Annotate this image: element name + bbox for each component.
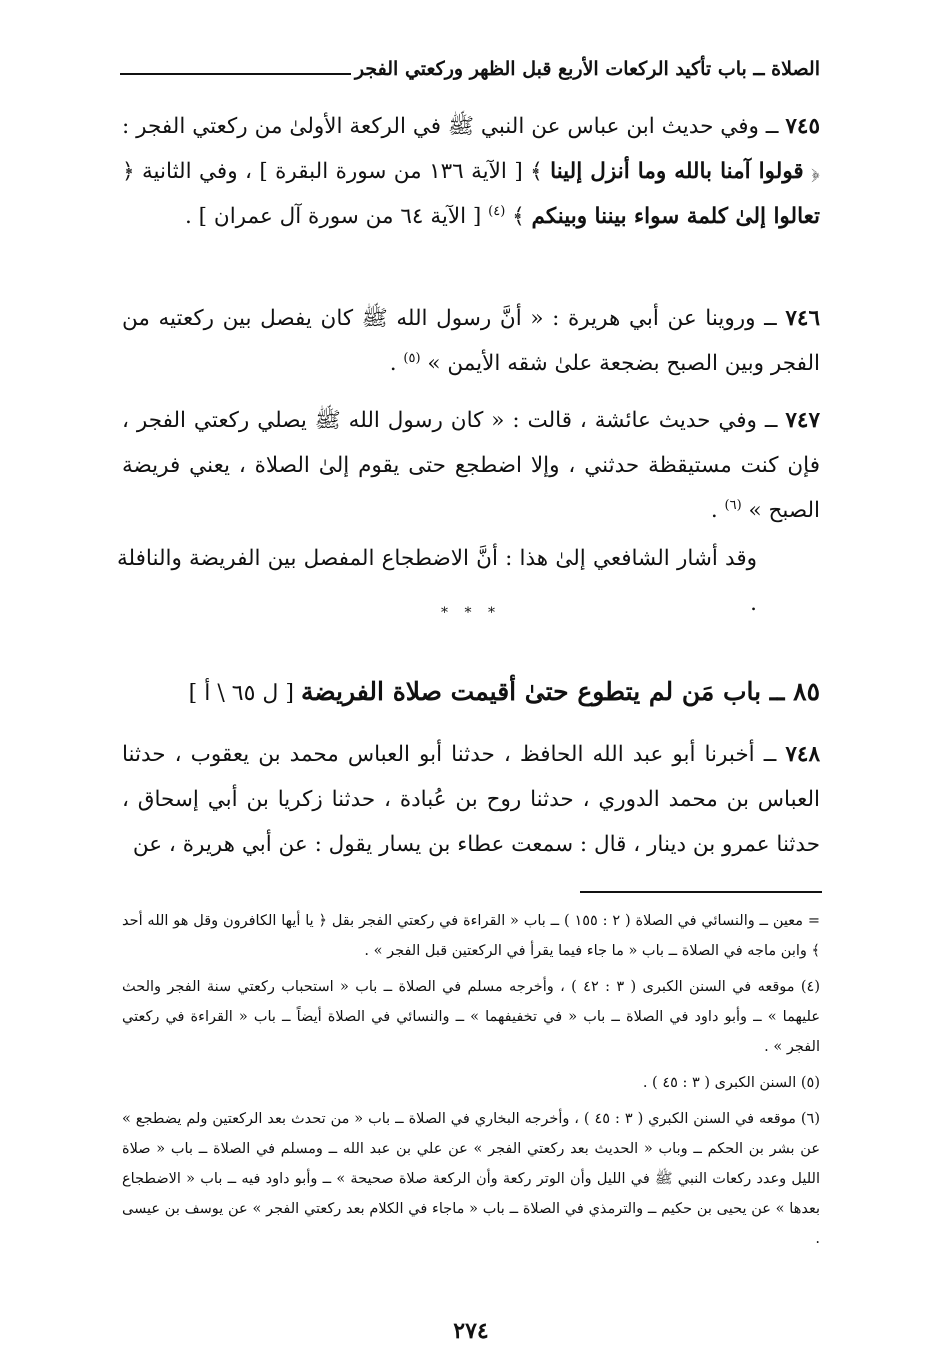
- hadith-747: [122, 398, 820, 533]
- footnote-ref: (٥): [403, 350, 421, 366]
- hadith-number: ٧٤٦: [785, 306, 820, 331]
- manuscript-ref: [ ل ٦٥ \ أ ]: [188, 681, 301, 706]
- hadith-text: ﴾: [505, 204, 532, 229]
- chapter-title: ٨٥ ــ باب مَن لم يتطوع حتىٰ أقيمت صلاة الفريضة: [300, 677, 820, 706]
- hadith-748: [122, 732, 820, 867]
- running-head-rule: [120, 73, 351, 75]
- footnote: (٦) موقعه في السنن الكبري ( ٣ : ٤٥ ) ، وأخرجه البخاري في الصلاة ــ باب « من تحدث بعد الركعتين ولم يضطجع » عن بشر بن الحكم ــ وباب « الحديث بعد ركعتي الفجر » عن علي بن عبد الله ــ ومسلم في الصلاة ــ باب « صلاة الليل وعدد ركعات النبي ﷺ في الليل وأن الوتر ركعة وأن الركعة صلاة صحيحة » ــ وأبو داود فيه ــ باب « الاضطجاع بعدها » عن يحيى بن حكيم ــ والترمذي في الصلاة ــ باب « ماجاء في الكلام بعد ركعتي الفجر » عن يوسف بن عيسى .: [122, 1111, 821, 1247]
- hadith-text: ــ أخبرنا أبو عبد الله الحافظ ، حدثنا أبو العباس محمد بن يعقوب ، حدثنا العباس بن محمد الدوري ، حدثنا روح بن عُبادة ، حدثنا زكريا بن أبي إسحاق ، حدثنا عمرو بن دينار ، قال : سمعت عطاء بن يسار يقول : عن أبي هريرة ، عن: [122, 742, 820, 857]
- hadith-number: ٧٤٨: [785, 742, 820, 767]
- hadith-number: ٧٤٥: [785, 114, 820, 139]
- footnote: (٤) موقعه في السنن الكبرى ( ٣ : ٤٢ ) ، وأخرجه مسلم في الصلاة ــ باب « استحباب ركعتي سنة الفجر والحث عليهما » ــ وأبو داود في الصلاة ــ باب « في تخفيفهما » ــ والنسائي في الصلاة أيضاً ــ باب « القراءة في ركعتي الفجر » .: [122, 979, 821, 1055]
- chapter-heading: [122, 672, 820, 714]
- quran-quote: قولوا آمنا بالله وما أنزل إلينا: [550, 159, 804, 184]
- hadith-text: ــ وروينا عن أبي هريرة : « أنَّ رسول الله ﷺ كان يفصل بين ركعتيه من الفجر وبين الصبح بضجعة علىٰ شقه الأيمن »: [122, 306, 820, 376]
- hadith-text: .: [389, 351, 404, 376]
- footnote: (٥) السنن الكبرى ( ٣ : ٤٥ ) .: [642, 1075, 820, 1091]
- hadith-text: ﴾ [ الآية ١٣٦ من سورة البقرة ] ، وفي الثانية ﴿: [122, 159, 551, 184]
- shafii-note: وقد أشار الشافعي إلىٰ هذا : أنَّ الاضطجاع المفصل بين الفريضة والنافلة .: [117, 546, 757, 616]
- hadith-text: [ الآية ٦٤ من سورة آل عمران ] .: [185, 204, 489, 229]
- hadith-745: [122, 104, 820, 239]
- hadith-number: ٧٤٧: [785, 408, 820, 433]
- footnotes: [122, 906, 820, 1260]
- footnote: = معين ــ والنسائي في الصلاة ( ٢ : ١٥٥ ) ــ باب « القراءة في ركعتي الفجر بقل ﴿ يا أيها الكافرون وقل هو الله أحد ﴾ وابن ماجه في الصلاة ــ باب « ما جاء فيما يقرأ في الركعتين قبل الفجر » .: [122, 913, 821, 959]
- footnote-ref: (٤): [488, 203, 506, 219]
- running-head: [120, 52, 820, 86]
- section-separator: * * *: [441, 605, 501, 621]
- hadith-text: ــ وفي حديث عائشة ، قالت : « كان رسول الله ﷺ يصلي ركعتي الفجر ، فإن كنت مستيقظة حدثني ، وإلا اضطجع حتى يقوم إلىٰ الصلاة ، يعني فريضة الصبح »: [122, 408, 820, 523]
- footnote-ref: (٦): [724, 497, 742, 513]
- hadith-text: .: [710, 498, 725, 523]
- hadith-746: [122, 296, 820, 386]
- quran-quote: تعالوا إلىٰ كلمة سواء بيننا وبينكم: [531, 204, 820, 229]
- footnote-rule: [580, 891, 822, 893]
- page-number: ٢٧٤: [453, 1318, 489, 1344]
- hadith-text: ــ وفي حديث ابن عباس عن النبي ﷺ في الركعة الأولىٰ من ركعتي الفجر : ﴿: [122, 114, 820, 184]
- running-head-text: الصلاة ــ باب تأكيد الركعات الأربع قبل الظهر وركعتي الفجر: [354, 58, 820, 80]
